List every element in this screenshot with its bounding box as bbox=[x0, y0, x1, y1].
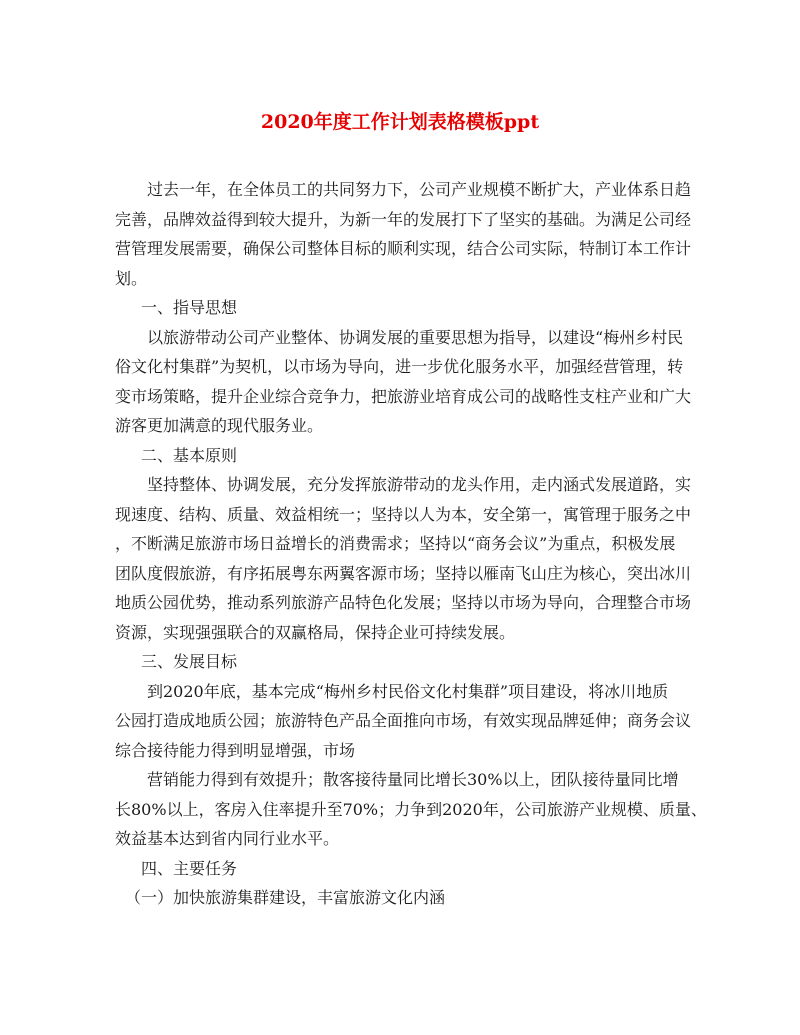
section-paragraph-line: 以旅游带动公司产业整体、协调发展的重要思想为指导，以建设“梅州乡村民 bbox=[147, 327, 684, 347]
intro-paragraph-line: 营管理发展需要，确保公司整体目标的顺利实现，结合公司实际，特制订本工作计 bbox=[115, 239, 692, 258]
section-paragraph-line: ，不断满足旅游市场日益增长的消费需求；坚持以“商务会议”为重点，积极发展 bbox=[115, 534, 676, 553]
section-heading-development-goals: 三、发展目标 bbox=[141, 652, 238, 671]
intro-paragraph-line: 完善，品牌效益得到较大提升，为新一年的发展打下了坚实的基础。为满足公司经 bbox=[115, 209, 692, 229]
section-paragraph-line: 资源，实现强强联合的双赢格局，保持企业可持续发展。 bbox=[115, 622, 516, 642]
section-heading-main-tasks: 四、主要任务 bbox=[141, 858, 238, 878]
section-heading-basic-principles: 二、基本原则 bbox=[141, 445, 238, 465]
section-paragraph-line: 公园打造成地质公园；旅游特色产品全面推向市场，有效实现品牌延伸；商务会议 bbox=[115, 711, 692, 730]
section-paragraph-line: 长80%以上，客房入住率提升至70%；力争到2020年，公司旅游产业规模、质量、 bbox=[115, 799, 707, 819]
section-paragraph-line: 现速度、结构、质量、效益相统一；坚持以人为本，安全第一，寓管理于服务之中 bbox=[115, 504, 692, 524]
intro-paragraph-line: 划。 bbox=[115, 268, 148, 288]
document-body bbox=[115, 175, 707, 913]
section-paragraph-line: 综合接待能力得到明显增强，市场 bbox=[115, 740, 356, 760]
section-heading-guiding-ideology: 一、指导思想 bbox=[141, 298, 238, 317]
subsection-heading: （一）加快旅游集群建设，丰富旅游文化内涵 bbox=[125, 888, 446, 907]
document-title: 2020年度工作计划表格模板ppt bbox=[260, 111, 540, 133]
section-paragraph-line: 坚持整体、协调发展，充分发挥旅游带动的龙头作用，走内涵式发展道路，实 bbox=[147, 475, 692, 494]
section-paragraph-line: 效益基本达到省内同行业水平。 bbox=[115, 829, 340, 848]
section-paragraph-line: 俗文化村集群”为契机，以市场为导向，进一步优化服务水平，加强经营管理，转 bbox=[115, 357, 684, 376]
section-paragraph-line: 营销能力得到有效提升；散客接待量同比增长30%以上，团队接待量同比增 bbox=[147, 770, 679, 789]
section-paragraph-line: 游客更加满意的现代服务业。 bbox=[115, 416, 324, 435]
section-paragraph-line: 变市场策略，提升企业综合竞争力，把旅游业培育成公司的战略性支柱产业和广大 bbox=[115, 386, 692, 406]
section-paragraph-line: 到2020年底，基本完成“梅州乡村民俗文化村集群”项目建设，将冰川地质 bbox=[147, 681, 669, 701]
intro-paragraph-line: 过去一年，在全体员工的共同努力下，公司产业规模不断扩大，产业体系日趋 bbox=[147, 180, 692, 199]
section-paragraph-line: 地质公园优势，推动系列旅游产品特色化发展；坚持以市场为导向，合理整合市场 bbox=[115, 593, 692, 612]
section-paragraph-line: 团队度假旅游，有序拓展粤东两翼客源市场；坚持以雁南飞山庄为核心，突出冰川 bbox=[115, 563, 692, 583]
